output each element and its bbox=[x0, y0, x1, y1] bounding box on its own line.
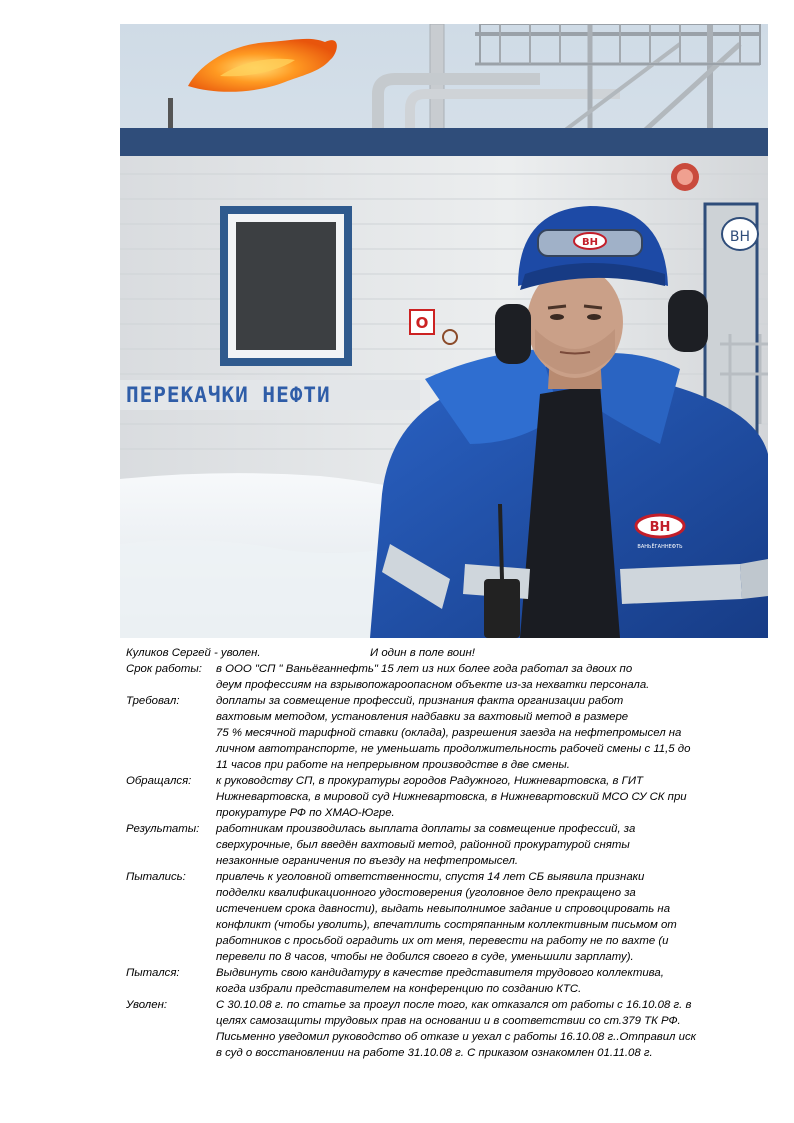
section-content bbox=[216, 997, 776, 1061]
section-line: конфликт (чтобы уволить), впечатлить состряпанным коллективным письмом от bbox=[216, 919, 677, 931]
section-line: Нижневартовска, в мировой суд Нижневартовска, в Нижневартовский МСО СУ СК при bbox=[216, 791, 687, 803]
section-line: сверхурочные, был введён вахтовый метод, районной прокуратурой сняты bbox=[216, 839, 630, 851]
section-line: С 30.10.08 г. по статье за прогул после того, как отказался от работы с 16.10.08 г. в bbox=[216, 999, 692, 1011]
section-line: деум профессиям на взрывопожароопасном объекте из-за нехватки персонала. bbox=[216, 679, 650, 691]
worker-photo bbox=[120, 24, 768, 638]
section-line: перевели по 8 часов, чтобы не добился своего в суде, уменьшили зарплату). bbox=[216, 951, 634, 963]
section-row bbox=[126, 773, 776, 821]
person-name: Куликов Сергей - уволен. bbox=[126, 647, 261, 659]
section-line: подделки квалификационного удостоверения (уголовное дело прекращено за bbox=[216, 887, 636, 899]
section-content bbox=[216, 661, 776, 693]
section-label: Обращался: bbox=[126, 775, 192, 787]
company-logo-text: ВН bbox=[729, 229, 751, 245]
section-line: в суд о восстановлении на работе 31.10.08 г. С приказом ознакомлен 01.11.08 г. bbox=[216, 1047, 653, 1059]
section-content bbox=[216, 965, 776, 997]
section-content bbox=[216, 869, 776, 965]
section-line: вахтовым методом, установления надбавки за вахтовый метод в размере bbox=[216, 711, 629, 723]
section-line: прокуратуре РФ по ХМАО-Югре. bbox=[216, 807, 395, 819]
radio bbox=[484, 579, 520, 638]
profile-text bbox=[126, 645, 776, 1061]
section-row bbox=[126, 661, 776, 693]
section-line: к руководству СП, в прокуратуры городов Радужного, Нижневартовска, в ГИТ bbox=[216, 775, 643, 787]
section-line: 75 % месячной тарифной ставки (оклада), разрешения заезда на нефтепромысел на bbox=[216, 727, 682, 739]
section-line: незаконные ограничения по въезду на нефтепромысел. bbox=[216, 855, 519, 867]
helmet-logo-text: ВН bbox=[582, 237, 598, 248]
motto: И один в поле воин! bbox=[370, 647, 475, 659]
section-line: в ООО "СП " Ваньёганнефть" 15 лет из них более года работал за двоих по bbox=[216, 663, 633, 675]
section-row bbox=[126, 965, 776, 997]
section-row bbox=[126, 693, 776, 773]
section-label: Срок работы: bbox=[126, 663, 202, 675]
building-sign-text: ПЕРЕКАЧКИ НЕФТИ bbox=[126, 383, 331, 407]
section-label: Результаты: bbox=[126, 823, 200, 835]
section-row bbox=[126, 997, 776, 1061]
section-label: Пытался: bbox=[126, 967, 180, 979]
fire-sign-text: О bbox=[415, 314, 429, 332]
section-line: доплаты за совмещение профессий, признания факта организации работ bbox=[216, 695, 624, 707]
section-row bbox=[126, 821, 776, 869]
ear-muff-left bbox=[495, 304, 531, 364]
jacket-logo-text: ВН bbox=[649, 520, 671, 535]
ear-muff-right bbox=[668, 290, 708, 352]
profile-header bbox=[126, 645, 776, 661]
section-line: работникам производилась выплата доплаты за совмещение профессий, за bbox=[216, 823, 636, 835]
profile-sections bbox=[126, 661, 776, 1061]
section-line: работников с просьбой оградить их от меня, перевести на работу не по вахте (и bbox=[216, 935, 669, 947]
section-row bbox=[126, 869, 776, 965]
section-label: Уволен: bbox=[126, 999, 168, 1011]
section-line: личном автотранспорте, не уменьшать продолжительность рабочей смены с 11,5 до bbox=[216, 743, 691, 755]
section-line: Письменно уведомил руководство об отказе и уехал с работы 16.10.08 г..Отправил иск bbox=[216, 1031, 697, 1043]
jacket-logo-subtext: ВАНЬЁГАННЕФТЬ bbox=[637, 544, 683, 550]
section-line: истечением срока давности), выдать невыполнимое задание и спровоцировать на bbox=[216, 903, 671, 915]
section-content bbox=[216, 821, 776, 869]
section-line: привлечь к уголовной ответственности, спустя 14 лет СБ выявила признаки bbox=[216, 871, 645, 883]
section-content bbox=[216, 773, 776, 821]
section-line: Выдвинуть свою кандидатуру в качестве представителя трудового коллектива, bbox=[216, 967, 664, 979]
section-line: целях самозащиты трудовых прав на основании и в соответствии со ст.379 ТК РФ. bbox=[216, 1015, 681, 1027]
section-label: Требовал: bbox=[126, 695, 180, 707]
section-line: 11 часов при работе на непрерывном производстве в две смены. bbox=[216, 759, 570, 771]
section-line: когда избрали представителем на конференцию по созданию КТС. bbox=[216, 983, 582, 995]
section-label: Пытались: bbox=[126, 871, 186, 883]
section-content bbox=[216, 693, 776, 773]
